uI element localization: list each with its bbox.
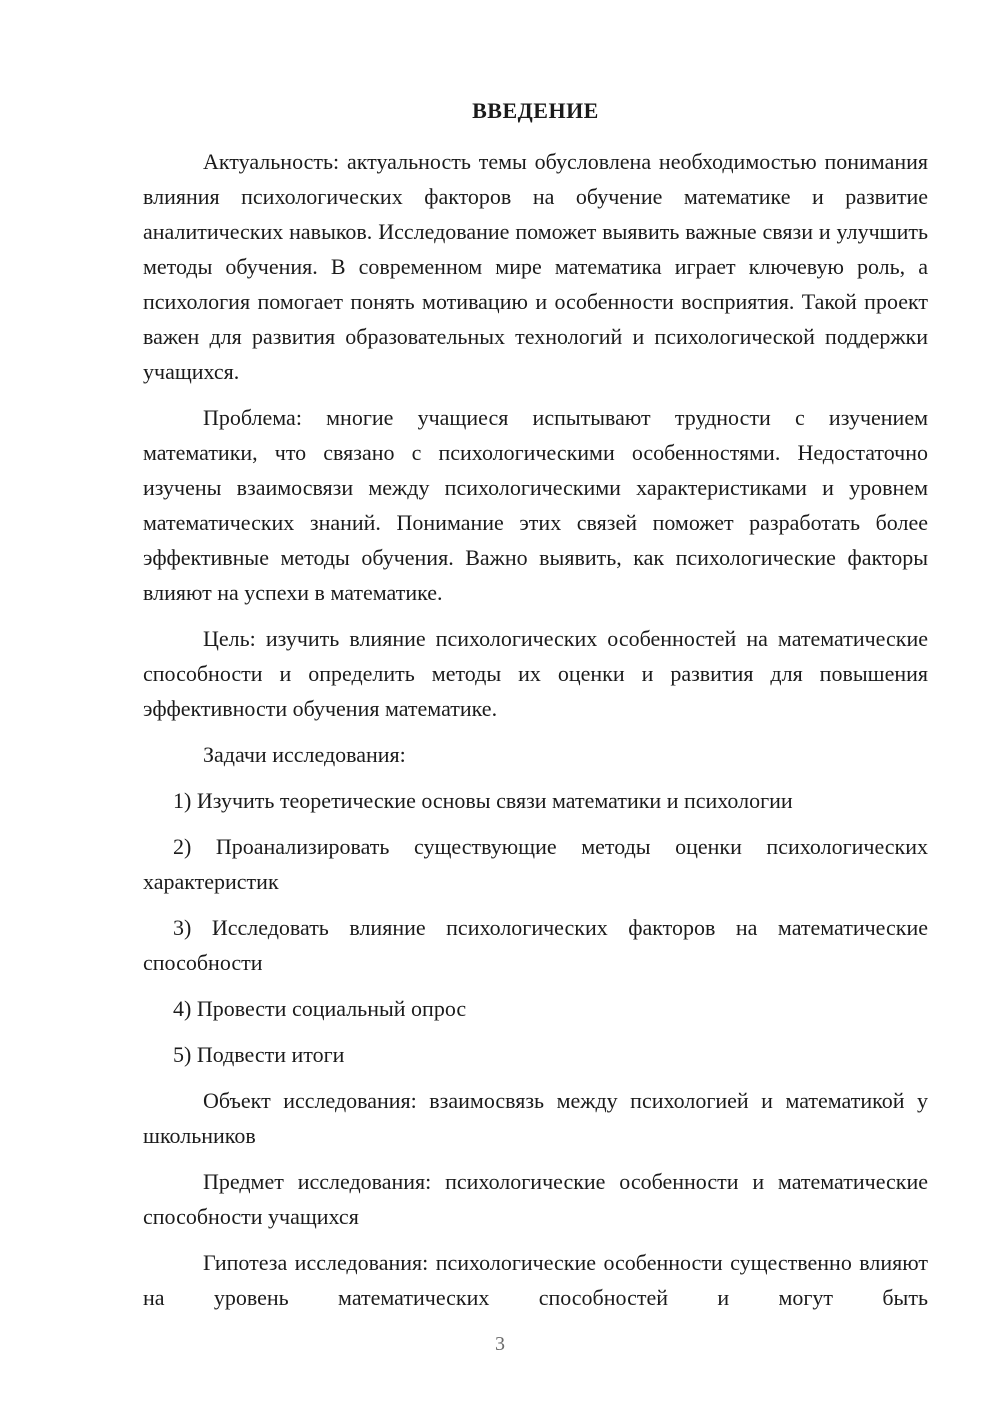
task-item-3: 3) Исследовать влияние психологических факторов на математические способности	[143, 915, 928, 975]
section-title: ВВЕДЕНИЕ	[472, 98, 599, 123]
subject-paragraph: Предмет исследования: психологические особенности и математические способности учащихся	[143, 1169, 928, 1229]
problem-paragraph: Проблема: многие учащиеся испытывают трудности с изучением математики, что связано с психологическими особенностями. Недостаточно изучены взаимосвязи между психологическими характеристиками и уровнем математических знаний. Понимание этих связей поможет разработать более эффективные методы обучения. Важно выявить, как психологические факторы влияют на успехи в математике.	[143, 405, 928, 605]
task-item-4: 4) Провести социальный опрос	[173, 996, 467, 1021]
object-paragraph: Объект исследования: взаимосвязь между психологией и математикой у школьников	[143, 1088, 928, 1148]
task-item-5: 5) Подвести итоги	[173, 1042, 345, 1067]
task-item-2: 2) Проанализировать существующие методы оценки психологических характеристик	[143, 834, 928, 894]
goal-paragraph: Цель: изучить влияние психологических особенностей на математические способности и определить методы их оценки и развития для повышения эффективности обучения математике.	[143, 626, 928, 721]
page-number: 3	[495, 1333, 505, 1355]
page-content	[143, 96, 928, 1326]
relevance-paragraph: Актуальность: актуальность темы обусловлена необходимостью понимания влияния психологических факторов на обучение математике и развитие аналитических навыков. Исследование поможет выявить важные связи и улучшить методы обучения. В современном мире математика играет ключевую роль, а психология помогает понять мотивацию и особенности восприятия. Такой проект важен для развития образовательных технологий и психологической поддержки учащихся.	[143, 149, 928, 384]
tasks-heading: Задачи исследования:	[203, 742, 406, 767]
hypothesis-paragraph: Гипотеза исследования: психологические особенности существенно влияют на уровень математических способностей и могут быть	[143, 1250, 928, 1310]
task-item-1: 1) Изучить теоретические основы связи математики и психологии	[173, 788, 793, 813]
